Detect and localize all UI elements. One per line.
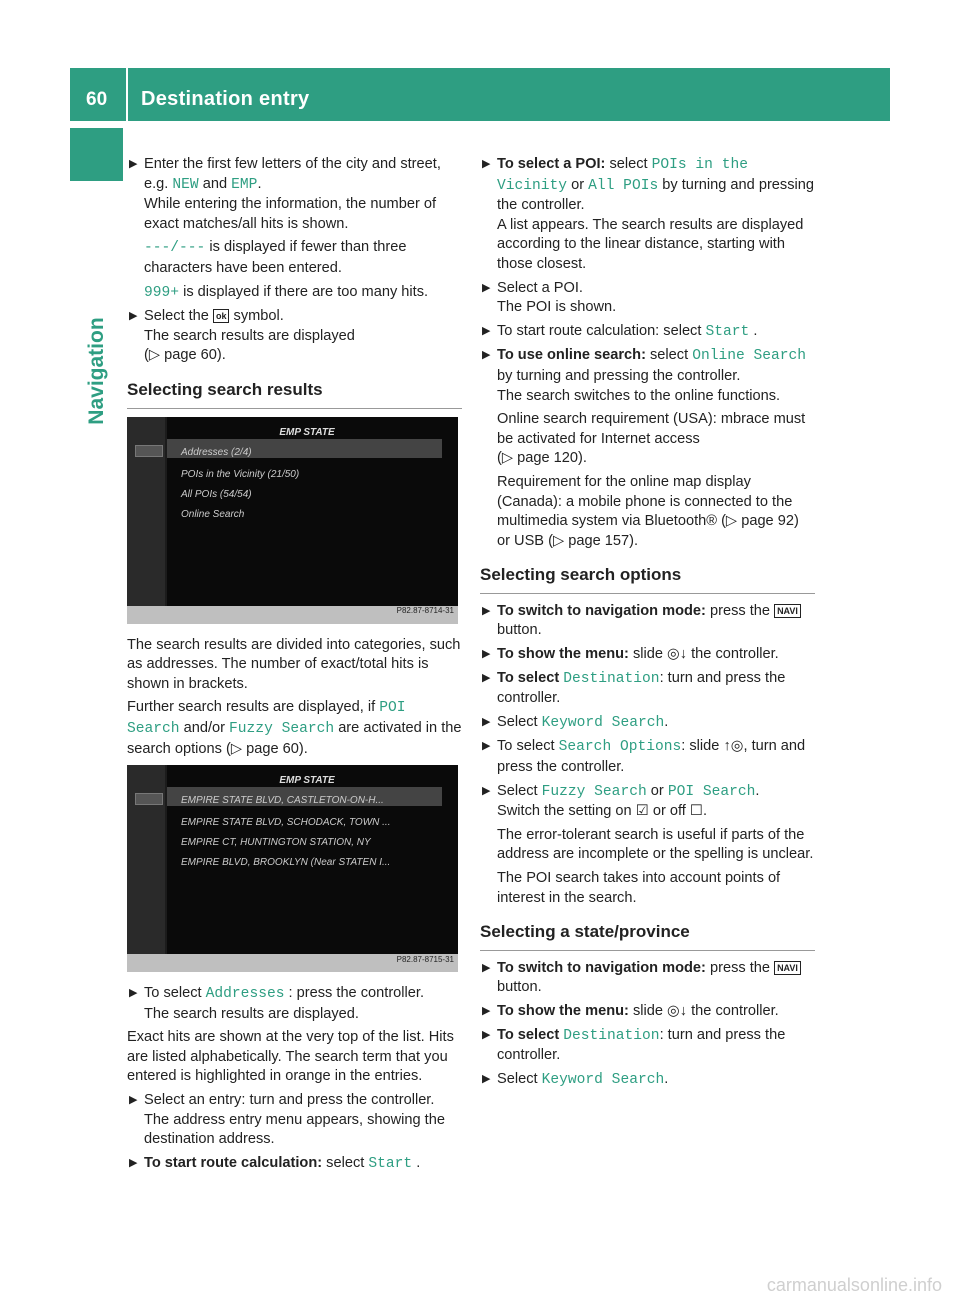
instruction-step: ▶ To switch to navigation mode: press the NAVI button. xyxy=(480,602,815,641)
page-title: Destination entry xyxy=(141,88,310,110)
column-right xyxy=(480,155,815,1094)
side-tab-marker xyxy=(70,128,123,181)
instruction-step: ▶ To select a POI: select POIs in the Vicinity or All POIs by turning and pressing the controller. A list appears. The search results are displayed according to the linear distance, starting with those closest. xyxy=(482,156,814,272)
instruction-step: ▶ To select Destination: turn and press the controller. xyxy=(482,669,786,707)
note: ---/--- is displayed if fewer than three characters have been entered. xyxy=(144,239,407,276)
side-label: Navigation xyxy=(85,317,108,425)
instruction-step: ▶ Select a POI. The POI is shown. xyxy=(482,279,617,316)
section-heading: Selecting search options xyxy=(480,565,815,594)
watermark: carmanualsonline.info xyxy=(766,1275,942,1295)
header-divider xyxy=(126,68,128,121)
instruction-step: ▶ Select the ok symbol. The search results are displayed (▷ page 60). xyxy=(129,308,355,364)
note: 999+ is displayed if there are too many hits. xyxy=(144,283,429,301)
instruction-step: ▶ To show the menu: slide ◎↓ the controller. xyxy=(482,1002,779,1019)
instruction-step: ▶ To use online search: select Online Search by turning and pressing the controller. The search switches to the online functions. Online search requirement (USA): mbrace must be activated for Internet access (▷ page 120). Requirement for the online map display (Canada): a mobile phone is connected to the multimedia system via Bluetooth® (▷ page 92) or USB (▷ page 157). xyxy=(482,347,807,549)
instruction-step: ▶ To switch to navigation mode: press the NAVI button. xyxy=(480,959,815,998)
screenshot-address-results: EMP STATE EMPIRE STATE BLVD, CASTLETON-ON-H... EMPIRE STATE BLVD, SCHODACK, TOWN ... EMPIRE CT, HUNTINGTON STATION, NY EMPIRE BLVD, BROOKLYN (Near STATEN I... P82.87-8715-31 xyxy=(127,765,458,972)
instruction-step: ▶ To show the menu: slide ◎↓ the controller. xyxy=(482,646,779,663)
instruction-step: ▶ To start route calculation: select Start . xyxy=(482,322,758,340)
page-number: 60 xyxy=(86,89,108,110)
section-heading: Selecting search results xyxy=(127,380,462,409)
column-left: ▶ Enter the first few letters of the city and street, e.g. NEW and EMP. While entering the information, the number of exact matches/all hits is shown. ---/--- is displayed if fewer than three characters have been entered. 999+ is displayed if there are too many hits. ▶ Select the ok symbol. The search results are displayed (▷ page 60). Selecting search results EMP STATE Addresses (2/4) POIs in the Vicinity (21/50) All POIs (54/54) Online Search P82.87-8714-31 The search results are divided into categories, such as addresses. The number of exact/total hits is shown in brackets. Further search results are displayed, if POI Search and/or Fuzzy Search are activated in the search options (▷ page 60). EMP STATE EMPIRE STATE BLVD, CASTLETON-ON-H... EMPIRE STATE BLVD, SCHODACK, TOWN ... EMPIRE CT, HUNTINGTON STATION, NY EMPIRE BLVD, BROOKLYN (Near STATEN I... P82.87-8715-31 ▶ To select Addresses : press the controller. The search results are displayed. Exact hits are shown at the very top of the list. Hits are listed alphabetically. The search term that you entered is highlighted in orange in the entries. ▶ Select an entry: turn and press the controller. The address entry menu appears, showing the destination address. ▶ To start route calculation: select Start . xyxy=(127,155,462,1178)
instruction-step: ▶ Enter the first few letters of the city and street, e.g. NEW and EMP. While entering the information, the number of exact matches/all hits is shown. xyxy=(129,156,441,232)
instruction-step: ▶ To select Search Options: slide ↑◎, turn and press the controller. xyxy=(482,738,806,776)
section-heading: Selecting a state/province xyxy=(480,922,815,951)
instruction-step: ▶ Select Keyword Search. xyxy=(482,713,669,731)
instruction-step: ▶ To select Addresses : press the controller. The search results are displayed. xyxy=(129,985,425,1022)
instruction-step: ▶ Select Fuzzy Search or POI Search. Switch the setting on ☑ or off ☐. The error-tolerant search is useful if parts of the address are incomplete or the spelling is unclear. The POI search takes into account points of interest in the search. xyxy=(482,782,814,906)
instruction-step: ▶ Select Keyword Search. xyxy=(482,1070,669,1088)
instruction-step: ▶ Select an entry: turn and press the controller. The address entry menu appears, showing the destination address. xyxy=(129,1092,445,1148)
instruction-step: ▶ To start route calculation: select Start . xyxy=(129,1154,421,1172)
screenshot-search-results: EMP STATE Addresses (2/4) POIs in the Vicinity (21/50) All POIs (54/54) Online Search P82.87-8714-31 xyxy=(127,417,458,624)
instruction-step: ▶ To select Destination: turn and press the controller. xyxy=(482,1026,786,1064)
